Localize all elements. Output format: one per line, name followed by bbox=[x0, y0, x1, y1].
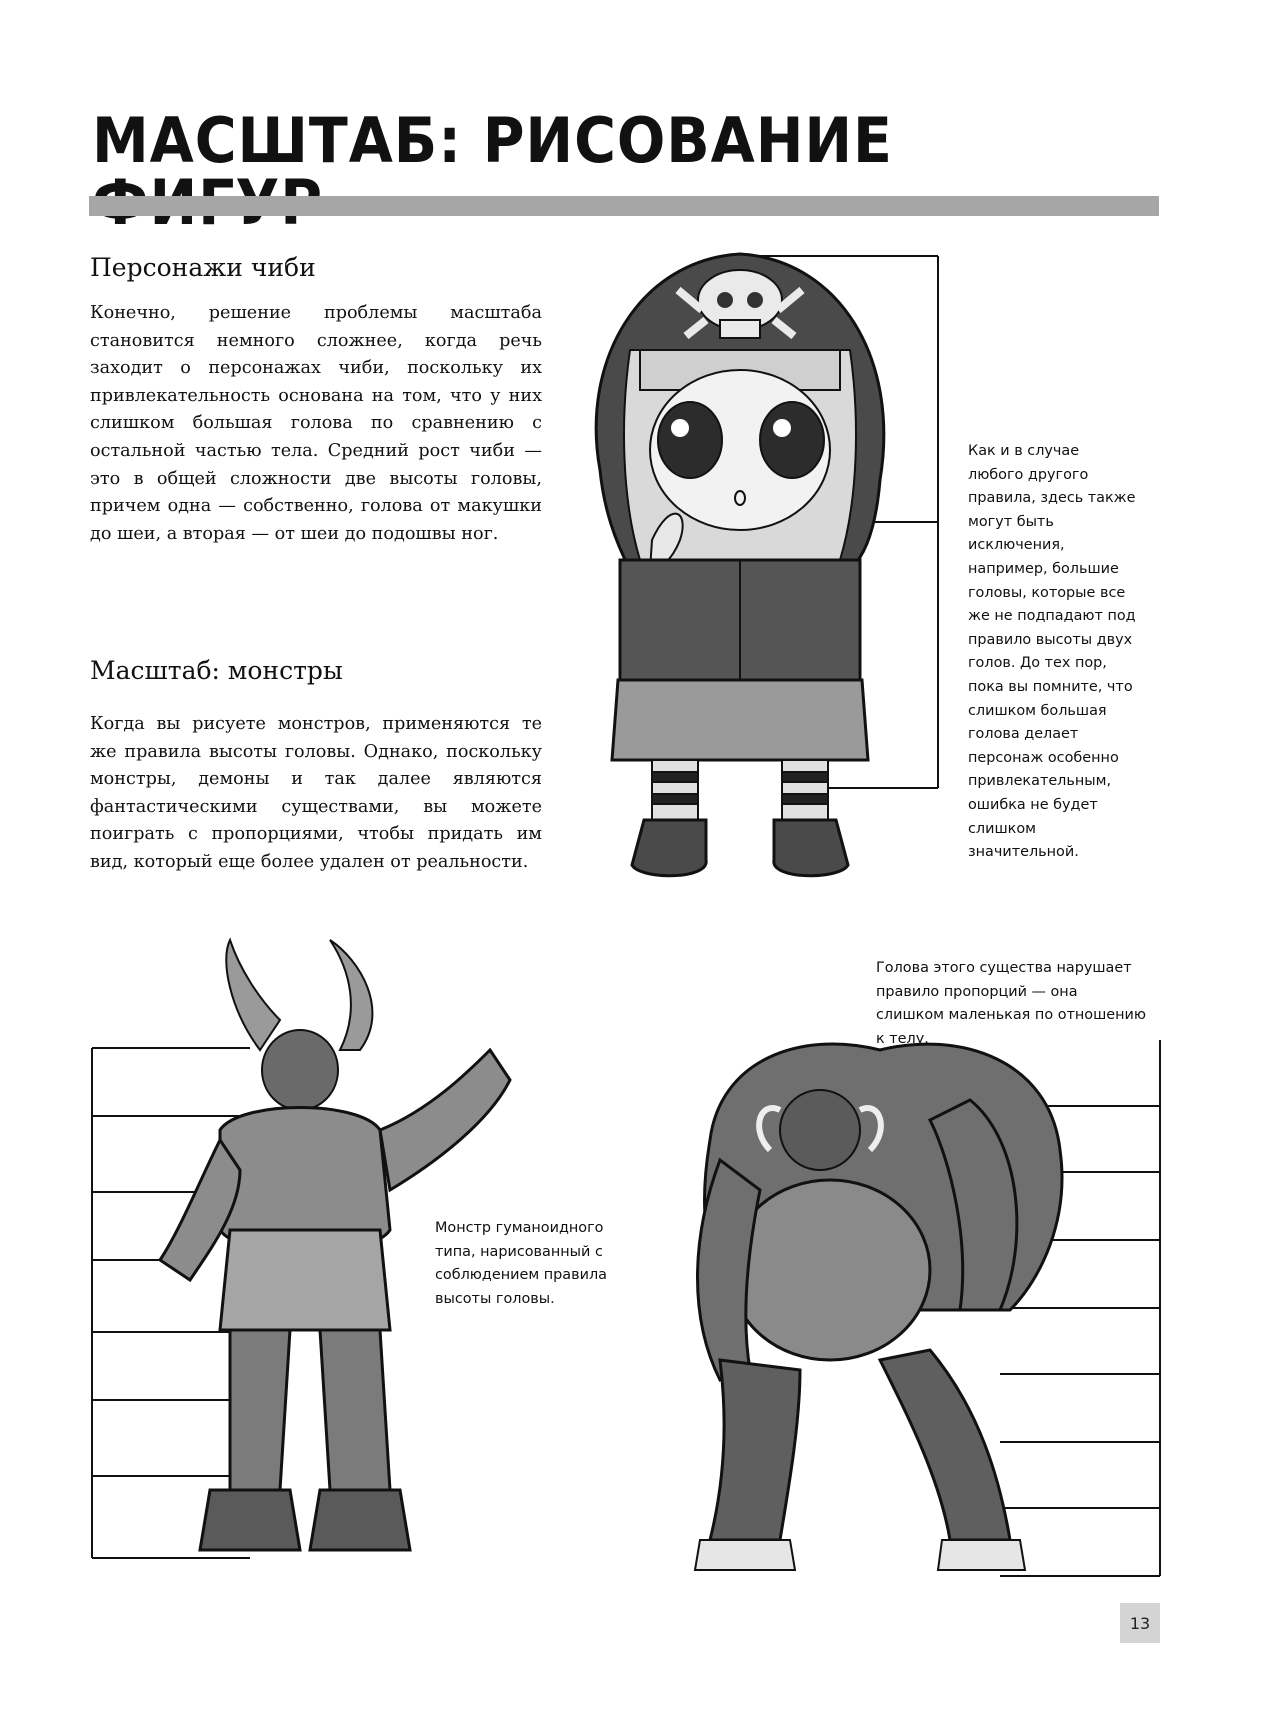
section-heading-chibi: Персонажи чиби bbox=[90, 253, 316, 282]
body-text-monsters: Когда вы рисуете монстров, применяются те же правила высоты головы. Однако, поскольку монстры, демоны и так далее являются фантастическими существами, вы можете поиграть с пропорциями, чтобы придать им вид, который еще более удален от реальности. bbox=[90, 714, 542, 872]
chibi-illustration bbox=[560, 240, 950, 880]
beast-monster-illustration bbox=[680, 1040, 1170, 1600]
page-title: МАСШТАБ: РИСОВАНИЕ bbox=[92, 104, 893, 177]
caption-humanoid-monster: Монстр гуманоидного типа, нарисованный с соблюдением правила высоты головы. bbox=[435, 1220, 607, 1307]
page-number: 13 bbox=[1120, 1603, 1160, 1643]
caption-beast-monster: Голова этого существа нарушает правило пропорций — она слишком маленькая по отношению к телу. bbox=[876, 960, 1147, 1047]
section-heading-monsters: Масштаб: монстры bbox=[90, 656, 343, 685]
body-text-chibi: Конечно, решение проблемы масштаба становится немного сложнее, когда речь заходит о персонажах чиби, поскольку их привлекательность основана на том, что у них слишком большая голова по сравнению с остальной частью тела. Средний рост чиби — это в общей сложности две высоты головы, причем одна — собственно, голова от макушки до шеи, а вторая — от шеи до подошвы ног. bbox=[90, 303, 542, 544]
title-rule bbox=[89, 196, 1159, 216]
caption-chibi: Как и в случае любого другого правила, здесь также могут быть исключения, например, большие головы, которые все же не подпадают под правило высоты двух голов. До тех пор, пока вы помните, что слишком большая голова делает персонаж особенно привлекательным, ошибка не будет слишком значительной. bbox=[968, 443, 1136, 861]
